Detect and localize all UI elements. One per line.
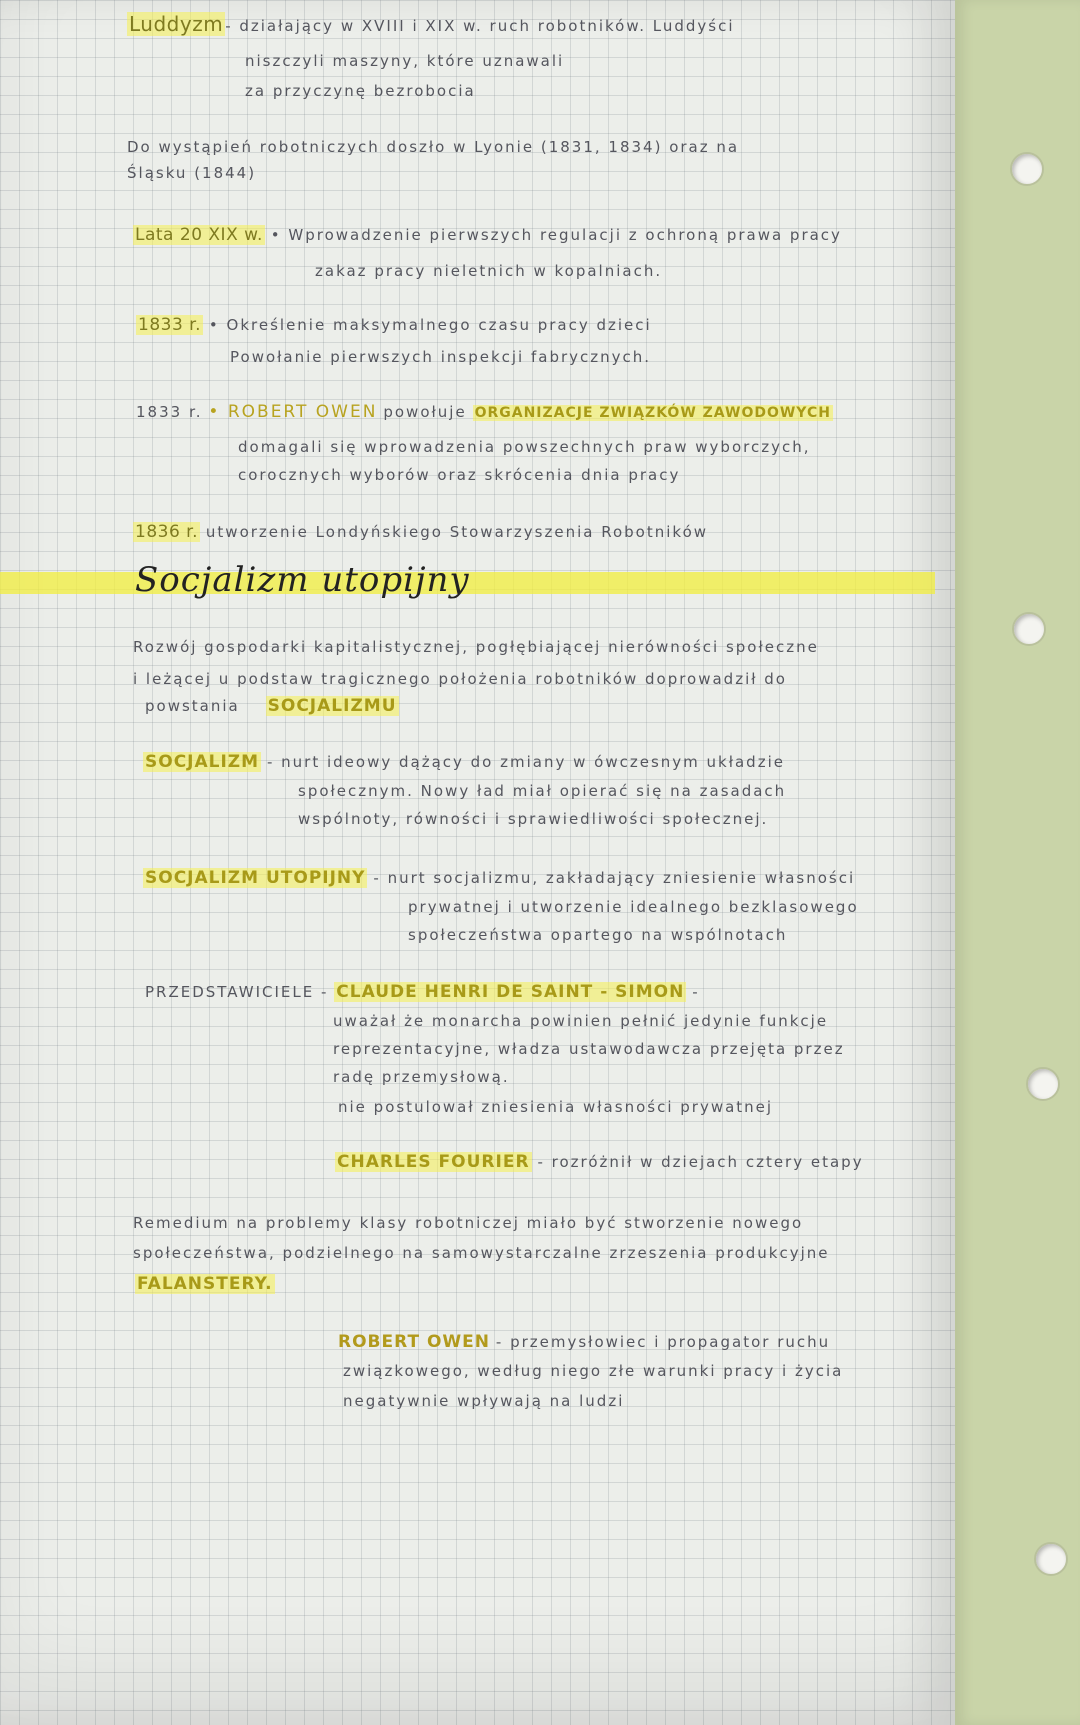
name-robert-owen: • ROBERT OWEN	[208, 402, 378, 422]
text-line: 1833 r. • Określenie maksymalnego czasu pracy dzieci	[138, 315, 652, 335]
term-luddyzm: Luddyzm	[129, 12, 224, 36]
text-line: za przyczynę bezrobocia	[245, 82, 476, 100]
punch-hole	[1010, 152, 1044, 186]
text-line: domagali się wprowadzenia powszechnych praw wyborczych,	[238, 438, 811, 456]
punch-hole	[1012, 612, 1046, 646]
date-label: 1833 r.	[138, 315, 201, 335]
date-label: Lata 20 XIX w.	[135, 225, 263, 245]
text-line: wspólnoty, równości i sprawiedliwości społecznej.	[298, 810, 769, 828]
text-line: 1836 r. utworzenie Londyńskiego Stowarzyszenia Robotników	[135, 522, 709, 542]
label-przedstawiciele: PRZEDSTAWICIELE -	[145, 983, 329, 1001]
text-line: zakaz pracy nieletnich w kopalniach.	[315, 262, 663, 280]
term-socjalizm: SOCJALIZMU	[267, 696, 397, 716]
text-line: ROBERT OWEN - przemysłowiec i propagator ruchu	[338, 1332, 831, 1352]
text-line: uważał że monarcha powinien pełnić jedynie funkcje	[333, 1012, 829, 1030]
punch-hole	[1034, 1542, 1068, 1576]
text-line: Śląsku (1844)	[127, 164, 257, 182]
text-line: społeczeństwa opartego na wspólnotach	[408, 926, 788, 944]
text-line: Do wystąpień robotniczych doszło w Lyonie (1831, 1834) oraz na	[127, 138, 740, 156]
text-line: powstania SOCJALIZMU	[145, 696, 397, 716]
punch-hole	[1026, 1067, 1060, 1101]
text-line: społecznym. Nowy ład miał opierać się na zasadach	[298, 782, 787, 800]
name-saint-simon: CLAUDE HENRI DE SAINT - SIMON	[336, 982, 685, 1002]
text-line: niszczyli maszyny, które uznawali	[245, 52, 565, 70]
term-socjalizm-utopijny: SOCJALIZM UTOPIJNY	[145, 868, 366, 888]
text-line: SOCJALIZM - nurt ideowy dążący do zmiany w ówczesnym układzie	[145, 752, 785, 772]
text-line: Remedium na problemy klasy robotniczej miało być stworzenie nowego	[133, 1214, 804, 1232]
text-line: prywatnej i utworzenie idealnego bezklasowego	[408, 898, 859, 916]
text-line: 1833 r. • ROBERT OWEN powołuje ORGANIZACJE ZWIĄZKÓW ZAWODOWYCH	[136, 402, 831, 422]
text-line: Lata 20 XIX w. • Wprowadzenie pierwszych regulacji z ochroną prawa pracy	[135, 225, 842, 245]
text-line: corocznych wyborów oraz skrócenia dnia pracy	[238, 466, 681, 484]
text-line: radę przemysłową.	[333, 1068, 510, 1086]
name-robert-owen: ROBERT OWEN	[338, 1332, 490, 1352]
text-line: Rozwój gospodarki kapitalistycznej, pogłębiającej nierówności społeczne	[133, 638, 819, 656]
text-line: związkowego, według niego złe warunki pracy i życia	[343, 1362, 844, 1380]
text-line: Powołanie pierwszych inspekcji fabrycznych.	[230, 348, 652, 366]
text-line: PRZEDSTAWICIELE - CLAUDE HENRI DE SAINT - SIMON -	[145, 982, 700, 1002]
date-label: 1836 r.	[135, 522, 198, 542]
text-line: reprezentacyjne, władza ustawodawcza przejęta przez	[333, 1040, 845, 1058]
text-line	[135, 1274, 275, 1294]
section-title: Socjalizm utopijny	[135, 560, 470, 600]
margin-strip	[955, 0, 1080, 1725]
name-fourier: CHARLES FOURIER	[337, 1152, 530, 1172]
text-line: SOCJALIZM UTOPIJNY - nurt socjalizmu, zakładający zniesienie własności	[145, 868, 856, 888]
text-line: Luddyzm - działający w XVIII i XIX w. ruch robotników. Luddyści	[129, 12, 735, 36]
term-socjalizm-def: SOCJALIZM	[145, 752, 260, 772]
text-line: społeczeństwa, podzielnego na samowystarczalne zrzeszenia produkcyjne	[133, 1244, 830, 1262]
text-line: nie postulował zniesienia własności prywatnej	[338, 1098, 774, 1116]
term-trade-unions: ORGANIZACJE ZWIĄZKÓW ZAWODOWYCH	[474, 405, 831, 421]
term-falanstery: FALANSTERY.	[137, 1274, 273, 1294]
text-line: i leżącej u podstaw tragicznego położenia robotników doprowadził do	[133, 670, 787, 688]
text-line: negatywnie wpływają na ludzi	[343, 1392, 625, 1410]
text-line: CHARLES FOURIER - rozróżnił w dziejach cztery etapy	[337, 1152, 864, 1172]
date-label: 1833 r.	[136, 403, 203, 421]
